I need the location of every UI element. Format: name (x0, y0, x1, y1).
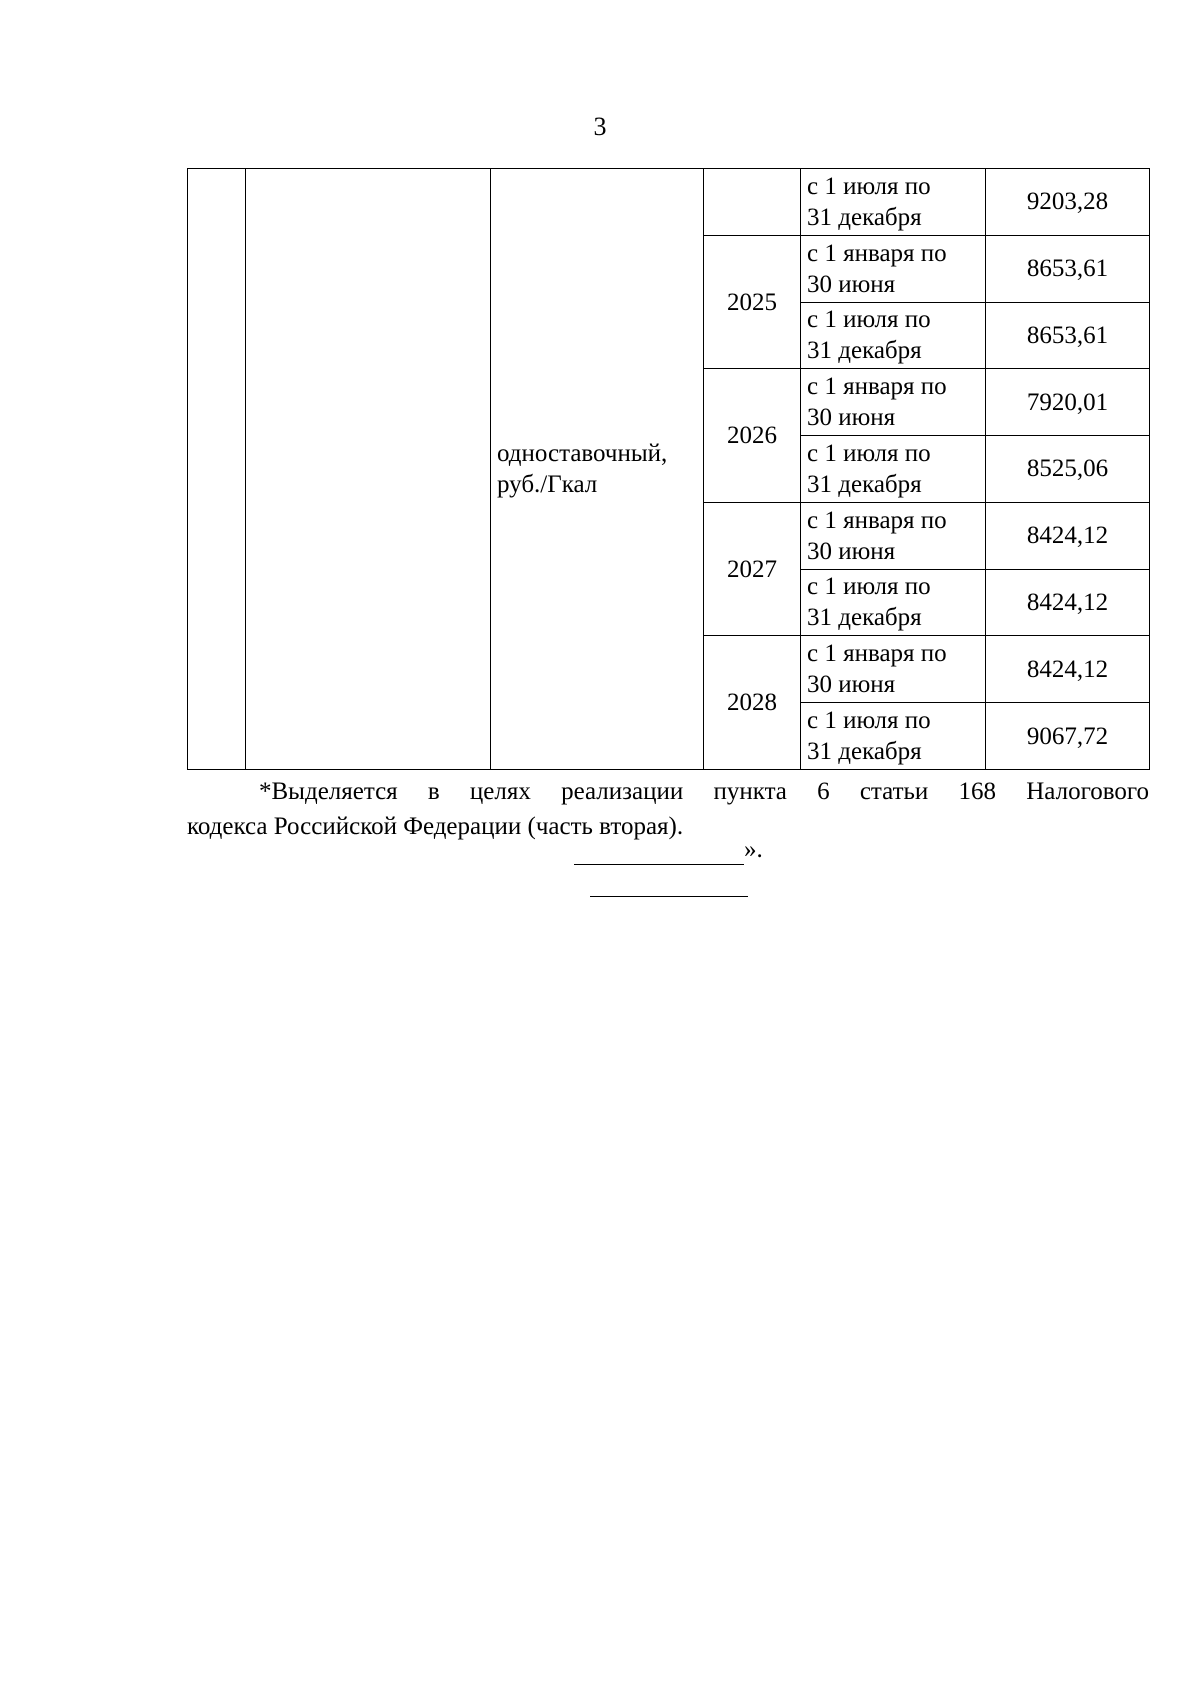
closing-mark: ». (744, 836, 763, 863)
period-from: с 1 января по (807, 640, 947, 668)
number-cell (188, 169, 246, 770)
year-cell: 2027 (704, 502, 801, 636)
period-from: с 1 января по (807, 506, 947, 534)
period-to: 30 июня (807, 404, 896, 432)
period-to: 30 июня (807, 270, 896, 298)
period-to: 31 декабря (807, 337, 922, 365)
value-cell: 8525,06 (986, 436, 1150, 503)
tariff-unit-line: руб./Гкал (497, 471, 598, 498)
table-row (188, 169, 1150, 236)
period-cell (801, 636, 986, 703)
value-cell: 9067,72 (986, 703, 1150, 770)
period-cell (801, 302, 986, 369)
end-rule (590, 896, 748, 897)
period-from: с 1 июля по (807, 573, 931, 601)
period-cell (801, 703, 986, 770)
period-cell (801, 502, 986, 569)
period-cell (801, 569, 986, 636)
year-cell: 2026 (704, 369, 801, 503)
value-cell: 8653,61 (986, 302, 1150, 369)
year-cell (704, 169, 801, 236)
page-number: 3 (593, 112, 607, 141)
closing-quote (574, 835, 763, 865)
period-cell (801, 369, 986, 436)
period-to: 31 декабря (807, 738, 922, 766)
period-from: с 1 июля по (807, 707, 931, 735)
footnote-line-1: *Выделяется в целях реализации пункта 6 статьи 168 Налогового (259, 778, 1149, 805)
value-cell: 8653,61 (986, 235, 1150, 302)
tariff-type-line: одноставочный, (497, 440, 668, 467)
tariff-table (187, 168, 1150, 770)
period-cell (801, 436, 986, 503)
value-cell: 7920,01 (986, 369, 1150, 436)
tariff-type-cell (491, 169, 704, 770)
period-cell (801, 169, 986, 236)
footnote-line-2: кодекса Российской Федерации (часть вторая). (187, 813, 684, 840)
period-from: с 1 июля по (807, 306, 931, 334)
period-from: с 1 июля по (807, 172, 931, 200)
value-cell: 8424,12 (986, 569, 1150, 636)
value-cell: 9203,28 (986, 169, 1150, 236)
year-cell: 2028 (704, 636, 801, 770)
year-cell: 2025 (704, 235, 801, 369)
period-to: 31 декабря (807, 470, 922, 498)
period-from: с 1 января по (807, 239, 947, 267)
period-to: 30 июня (807, 537, 896, 565)
footnote (187, 774, 1149, 844)
organization-cell (246, 169, 491, 770)
period-to: 31 декабря (807, 203, 922, 231)
period-to: 31 декабря (807, 604, 922, 632)
period-to: 30 июня (807, 671, 896, 699)
period-from: с 1 июля по (807, 439, 931, 467)
signature-rule (574, 836, 744, 865)
period-cell (801, 235, 986, 302)
period-from: с 1 января по (807, 373, 947, 401)
value-cell: 8424,12 (986, 502, 1150, 569)
value-cell: 8424,12 (986, 636, 1150, 703)
